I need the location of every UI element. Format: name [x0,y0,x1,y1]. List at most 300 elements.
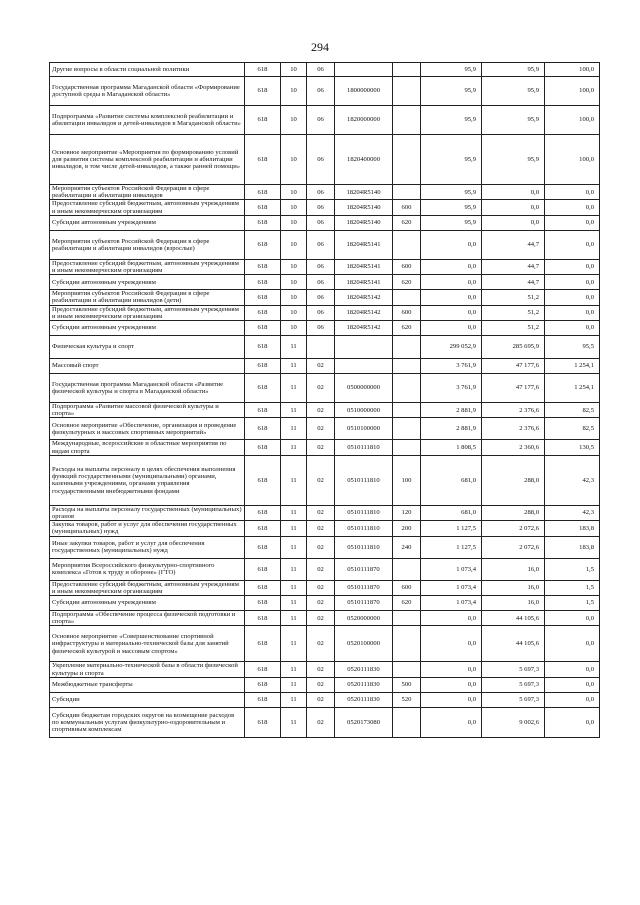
cell-section-code: 11 [281,359,307,374]
cell-amount-1: 3 761,9 [421,374,482,403]
cell-section-code: 11 [281,692,307,707]
cell-name: Мероприятия субъектов Российской Федерации в сфере реабилитации и абилитации инвалидов (дети) [50,290,245,305]
cell-amount-1: 1 073,4 [421,558,482,580]
cell-amount-2: 16,0 [482,558,545,580]
cell-name: Мероприятия Всероссийского физкультурно-спортивного комплекса «Готов к труду и обороне» (ГТО) [50,558,245,580]
cell-target-article: 1800000000 [335,77,393,106]
cell-amount-1: 95,9 [421,106,482,135]
cell-expense-type [393,77,421,106]
cell-name: Закупка товаров, работ и услуг для обеспечения государственных (муниципальных) нужд [50,521,245,536]
cell-target-article: 0520111830 [335,677,393,692]
cell-ministry-code: 618 [245,418,281,440]
cell-amount-2: 288,0 [482,455,545,505]
cell-section-code: 10 [281,185,307,200]
cell-name: Предоставление субсидий бюджетным, автономным учреждениям и иным некоммерческим организациям [50,305,245,320]
cell-name: Мероприятия субъектов Российской Федерации в сфере реабилитации и абилитации инвалидов (взрослые) [50,230,245,259]
cell-section-code: 11 [281,707,307,737]
cell-target-article: 0510111870 [335,580,393,595]
cell-section-code: 11 [281,418,307,440]
cell-amount-3: 42,3 [545,505,600,520]
cell-name: Мероприятия субъектов Российской Федерации в сфере реабилитации и абилитации инвалидов [50,185,245,200]
budget-table-body [50,63,600,738]
cell-target-article: 0510111870 [335,596,393,611]
table-row [50,707,600,737]
cell-target-article: 0510111810 [335,455,393,505]
cell-name: Расходы на выплаты персоналу в целях обеспечения выполнения функций государственными (муниципальными) органами, казенными учреждениями, органами управления государственными внебюджетными фондами [50,455,245,505]
cell-expense-type [393,290,421,305]
cell-target-article: 1820400000 [335,135,393,185]
table-row [50,275,600,290]
cell-amount-3: 100,0 [545,63,600,77]
cell-ministry-code: 618 [245,135,281,185]
cell-ministry-code: 618 [245,259,281,274]
cell-amount-2: 2 360,6 [482,440,545,455]
cell-section-code: 10 [281,200,307,215]
cell-ministry-code: 618 [245,290,281,305]
cell-amount-2: 2 376,6 [482,418,545,440]
cell-name: Субсидии [50,692,245,707]
cell-name: Субсидии автономным учреждениям [50,215,245,230]
cell-amount-3: 183,8 [545,536,600,558]
cell-name: Субсидии автономным учреждениям [50,596,245,611]
cell-amount-1: 0,0 [421,259,482,274]
cell-name: Государственная программа Магаданской области «Развитие физической культуры и спорта в Магаданской области» [50,374,245,403]
cell-ministry-code: 618 [245,200,281,215]
cell-amount-1: 681,0 [421,455,482,505]
cell-expense-type: 620 [393,596,421,611]
cell-amount-3: 0,0 [545,200,600,215]
table-row [50,290,600,305]
cell-subsection-code: 06 [307,63,335,77]
cell-subsection-code: 06 [307,106,335,135]
cell-subsection-code: 06 [307,321,335,336]
cell-section-code: 11 [281,521,307,536]
cell-ministry-code: 618 [245,403,281,418]
cell-amount-3: 0,0 [545,611,600,626]
cell-amount-1: 2 881,9 [421,403,482,418]
cell-ministry-code: 618 [245,336,281,359]
cell-name: Физическая культура и спорт [50,336,245,359]
cell-expense-type [393,558,421,580]
cell-target-article: 0510111810 [335,521,393,536]
cell-section-code: 11 [281,626,307,662]
cell-target-article: 18204R5140 [335,200,393,215]
table-row [50,626,600,662]
cell-amount-3: 0,0 [545,275,600,290]
cell-target-article: 18204R5142 [335,290,393,305]
cell-section-code: 11 [281,403,307,418]
cell-expense-type: 200 [393,521,421,536]
cell-section-code: 10 [281,259,307,274]
cell-amount-3: 82,5 [545,418,600,440]
cell-target-article: 18204R5141 [335,230,393,259]
cell-amount-3: 100,0 [545,106,600,135]
cell-target-article: 0520111830 [335,662,393,677]
cell-section-code: 11 [281,662,307,677]
cell-subsection-code: 06 [307,185,335,200]
cell-section-code: 10 [281,230,307,259]
cell-target-article: 0510000000 [335,403,393,418]
cell-subsection-code: 02 [307,707,335,737]
cell-expense-type [393,230,421,259]
cell-amount-1: 0,0 [421,321,482,336]
cell-target-article: 0510111810 [335,505,393,520]
cell-ministry-code: 618 [245,106,281,135]
cell-amount-2: 288,0 [482,505,545,520]
cell-ministry-code: 618 [245,455,281,505]
table-row [50,374,600,403]
cell-expense-type [393,374,421,403]
cell-section-code: 11 [281,336,307,359]
cell-ministry-code: 618 [245,596,281,611]
cell-subsection-code: 02 [307,359,335,374]
cell-amount-1: 95,9 [421,63,482,77]
cell-ministry-code: 618 [245,305,281,320]
cell-amount-1: 95,9 [421,185,482,200]
cell-ministry-code: 618 [245,63,281,77]
cell-ministry-code: 618 [245,321,281,336]
cell-name: Другие вопросы в области социальной политики [50,63,245,77]
cell-subsection-code: 02 [307,455,335,505]
cell-target-article: 0520111830 [335,692,393,707]
cell-name: Государственная программа Магаданской области «Формирование доступной среды в Магаданской области» [50,77,245,106]
cell-name: Субсидии автономным учреждениям [50,275,245,290]
cell-amount-2: 0,0 [482,185,545,200]
cell-amount-3: 1,5 [545,558,600,580]
cell-amount-3: 130,5 [545,440,600,455]
cell-ministry-code: 618 [245,558,281,580]
cell-subsection-code: 06 [307,290,335,305]
cell-amount-2: 9 002,6 [482,707,545,737]
cell-amount-2: 2 072,6 [482,521,545,536]
cell-amount-2: 44,7 [482,230,545,259]
cell-amount-3: 42,3 [545,455,600,505]
table-row [50,536,600,558]
cell-amount-2: 95,9 [482,106,545,135]
cell-amount-2: 51,2 [482,290,545,305]
cell-section-code: 11 [281,455,307,505]
cell-name: Международные, всероссийские и областные мероприятия по видам спорта [50,440,245,455]
cell-section-code: 10 [281,77,307,106]
cell-ministry-code: 618 [245,185,281,200]
cell-ministry-code: 618 [245,707,281,737]
cell-amount-3: 0,0 [545,185,600,200]
cell-expense-type [393,418,421,440]
cell-subsection-code: 02 [307,677,335,692]
cell-amount-1: 0,0 [421,707,482,737]
table-row [50,321,600,336]
cell-expense-type [393,336,421,359]
cell-target-article: 18204R5141 [335,259,393,274]
cell-expense-type: 600 [393,200,421,215]
cell-target-article: 18204R5142 [335,305,393,320]
cell-amount-2: 2 072,6 [482,536,545,558]
cell-expense-type [393,185,421,200]
cell-subsection-code: 06 [307,230,335,259]
cell-expense-type [393,611,421,626]
cell-amount-1: 1 808,5 [421,440,482,455]
cell-section-code: 10 [281,215,307,230]
cell-amount-1: 0,0 [421,662,482,677]
cell-expense-type: 120 [393,505,421,520]
cell-expense-type [393,403,421,418]
cell-expense-type [393,106,421,135]
cell-amount-3: 0,0 [545,215,600,230]
cell-expense-type: 520 [393,692,421,707]
cell-target-article: 1820000000 [335,106,393,135]
cell-ministry-code: 618 [245,662,281,677]
table-row [50,662,600,677]
cell-target-article [335,359,393,374]
cell-amount-3: 0,0 [545,692,600,707]
cell-amount-3: 0,0 [545,321,600,336]
cell-subsection-code: 02 [307,418,335,440]
cell-section-code: 10 [281,321,307,336]
table-row [50,135,600,185]
cell-subsection-code: 02 [307,626,335,662]
cell-amount-2: 47 177,6 [482,359,545,374]
cell-expense-type: 600 [393,580,421,595]
cell-subsection-code: 02 [307,580,335,595]
cell-expense-type: 620 [393,215,421,230]
cell-name: Основное мероприятие «Обеспечение, организация и проведение физкультурных и массовых спортивных мероприятий» [50,418,245,440]
cell-subsection-code: 06 [307,77,335,106]
cell-amount-1: 3 761,9 [421,359,482,374]
table-row [50,63,600,77]
cell-section-code: 10 [281,63,307,77]
cell-amount-2: 95,9 [482,135,545,185]
cell-amount-2: 51,2 [482,305,545,320]
cell-amount-1: 95,9 [421,200,482,215]
table-row [50,596,600,611]
table-row [50,418,600,440]
table-row [50,230,600,259]
cell-amount-3: 0,0 [545,290,600,305]
cell-expense-type [393,135,421,185]
cell-amount-1: 95,9 [421,77,482,106]
cell-amount-3: 1,5 [545,580,600,595]
cell-section-code: 10 [281,106,307,135]
cell-amount-1: 0,0 [421,626,482,662]
cell-amount-2: 16,0 [482,596,545,611]
cell-amount-1: 0,0 [421,230,482,259]
cell-section-code: 11 [281,580,307,595]
cell-ministry-code: 618 [245,536,281,558]
cell-amount-3: 95,5 [545,336,600,359]
cell-amount-3: 1,5 [545,596,600,611]
cell-ministry-code: 618 [245,580,281,595]
cell-amount-1: 681,0 [421,505,482,520]
table-row [50,692,600,707]
table-row [50,336,600,359]
cell-amount-3: 0,0 [545,662,600,677]
cell-expense-type [393,626,421,662]
cell-amount-2: 5 697,3 [482,692,545,707]
table-row [50,185,600,200]
cell-name: Предоставление субсидий бюджетным, автономным учреждениям и иным некоммерческим организациям [50,259,245,274]
cell-target-article [335,63,393,77]
table-row [50,77,600,106]
cell-ministry-code: 618 [245,677,281,692]
table-row [50,580,600,595]
cell-amount-1: 95,9 [421,215,482,230]
cell-name: Основное мероприятие «Совершенствование спортивной инфраструктуры и материально-технической базы для занятий физической культурой и массовым спортом» [50,626,245,662]
cell-amount-1: 0,0 [421,290,482,305]
cell-subsection-code: 06 [307,259,335,274]
cell-subsection-code: 02 [307,692,335,707]
cell-ministry-code: 618 [245,440,281,455]
cell-section-code: 10 [281,290,307,305]
cell-amount-2: 0,0 [482,215,545,230]
cell-expense-type: 240 [393,536,421,558]
cell-subsection-code: 06 [307,200,335,215]
table-row [50,106,600,135]
cell-subsection-code: 06 [307,305,335,320]
cell-subsection-code: 02 [307,596,335,611]
cell-target-article: 18204R5141 [335,275,393,290]
cell-name: Подпрограмма «Развитие системы комплексной реабилитации и абилитации инвалидов и детей-инвалидов в Магаданской области» [50,106,245,135]
cell-amount-1: 1 127,5 [421,521,482,536]
cell-name: Укрепление материально-технической базы в области физической культуры и спорта [50,662,245,677]
cell-amount-1: 299 052,9 [421,336,482,359]
cell-amount-1: 1 073,4 [421,596,482,611]
table-row [50,440,600,455]
cell-name: Подпрограмма «Обеспечение процесса физической подготовки и спорта» [50,611,245,626]
budget-table [49,62,600,738]
cell-target-article: 0510111810 [335,536,393,558]
cell-ministry-code: 618 [245,230,281,259]
cell-amount-2: 285 695,9 [482,336,545,359]
cell-expense-type [393,63,421,77]
cell-section-code: 11 [281,677,307,692]
cell-amount-2: 44 105,6 [482,611,545,626]
cell-expense-type: 620 [393,275,421,290]
cell-expense-type [393,662,421,677]
cell-amount-1: 0,0 [421,275,482,290]
cell-section-code: 11 [281,505,307,520]
cell-name: Предоставление субсидий бюджетным, автономным учреждениям и иным некоммерческим организациям [50,200,245,215]
table-row [50,305,600,320]
cell-amount-3: 100,0 [545,135,600,185]
cell-amount-3: 0,0 [545,230,600,259]
cell-subsection-code: 02 [307,611,335,626]
cell-amount-2: 95,9 [482,63,545,77]
cell-ministry-code: 618 [245,374,281,403]
table-row [50,505,600,520]
cell-amount-2: 16,0 [482,580,545,595]
cell-amount-2: 47 177,6 [482,374,545,403]
table-row [50,200,600,215]
table-row [50,677,600,692]
cell-amount-3: 0,0 [545,259,600,274]
cell-section-code: 11 [281,558,307,580]
cell-amount-3: 0,0 [545,677,600,692]
cell-expense-type [393,440,421,455]
cell-amount-3: 100,0 [545,77,600,106]
cell-name: Предоставление субсидий бюджетным, автономным учреждениям и иным некоммерческим организациям [50,580,245,595]
cell-ministry-code: 618 [245,77,281,106]
cell-section-code: 10 [281,135,307,185]
cell-subsection-code: 02 [307,403,335,418]
cell-target-article: 0500000000 [335,374,393,403]
cell-name: Межбюджетные трансферты [50,677,245,692]
cell-expense-type: 620 [393,321,421,336]
table-row [50,455,600,505]
cell-amount-3: 0,0 [545,707,600,737]
cell-target-article: 18204R5140 [335,215,393,230]
cell-amount-1: 95,9 [421,135,482,185]
cell-amount-1: 0,0 [421,692,482,707]
cell-amount-2: 51,2 [482,321,545,336]
cell-amount-1: 1 127,5 [421,536,482,558]
cell-ministry-code: 618 [245,611,281,626]
cell-amount-2: 2 376,6 [482,403,545,418]
cell-subsection-code: 02 [307,374,335,403]
cell-amount-2: 44,7 [482,275,545,290]
cell-section-code: 11 [281,611,307,626]
cell-amount-2: 95,9 [482,77,545,106]
cell-section-code: 11 [281,536,307,558]
cell-subsection-code: 06 [307,275,335,290]
cell-target-article: 18204R5140 [335,185,393,200]
cell-subsection-code: 02 [307,662,335,677]
cell-ministry-code: 618 [245,626,281,662]
cell-section-code: 11 [281,440,307,455]
table-row [50,359,600,374]
cell-amount-1: 0,0 [421,677,482,692]
cell-name: Массовый спорт [50,359,245,374]
cell-section-code: 10 [281,275,307,290]
cell-section-code: 11 [281,374,307,403]
cell-amount-2: 44 105,6 [482,626,545,662]
table-row [50,215,600,230]
cell-amount-3: 0,0 [545,626,600,662]
cell-expense-type: 100 [393,455,421,505]
table-row [50,611,600,626]
cell-target-article: 0510111870 [335,558,393,580]
cell-name: Иные закупки товаров, работ и услуг для обеспечения государственных (муниципальных) нужд [50,536,245,558]
cell-subsection-code [307,336,335,359]
cell-name: Основное мероприятие «Мероприятия по формированию условий для развития системы комплексной реабилитации и абилитации инвалидов, в том числе детей-инвалидов, а также ранней помощи» [50,135,245,185]
table-row [50,521,600,536]
table-row [50,558,600,580]
page-number: 294 [311,40,329,54]
cell-expense-type: 500 [393,677,421,692]
cell-name: Субсидии бюджетам городских округов на возмещение расходов по коммунальным услугам физкультурно-оздоровительным и спортивным комплексам [50,707,245,737]
cell-expense-type: 600 [393,259,421,274]
cell-ministry-code: 618 [245,692,281,707]
cell-target-article: 0520100000 [335,626,393,662]
cell-target-article: 0520000000 [335,611,393,626]
table-row [50,259,600,274]
cell-target-article: 18204R5142 [335,321,393,336]
cell-expense-type [393,359,421,374]
cell-subsection-code: 02 [307,558,335,580]
cell-ministry-code: 618 [245,505,281,520]
cell-amount-1: 0,0 [421,305,482,320]
cell-amount-2: 0,0 [482,200,545,215]
cell-ministry-code: 618 [245,521,281,536]
cell-name: Субсидии автономным учреждениям [50,321,245,336]
cell-amount-2: 44,7 [482,259,545,274]
cell-ministry-code: 618 [245,275,281,290]
cell-amount-2: 5 697,3 [482,677,545,692]
table-row [50,403,600,418]
cell-amount-2: 5 697,3 [482,662,545,677]
cell-subsection-code: 02 [307,440,335,455]
cell-subsection-code: 06 [307,135,335,185]
cell-amount-3: 183,8 [545,521,600,536]
